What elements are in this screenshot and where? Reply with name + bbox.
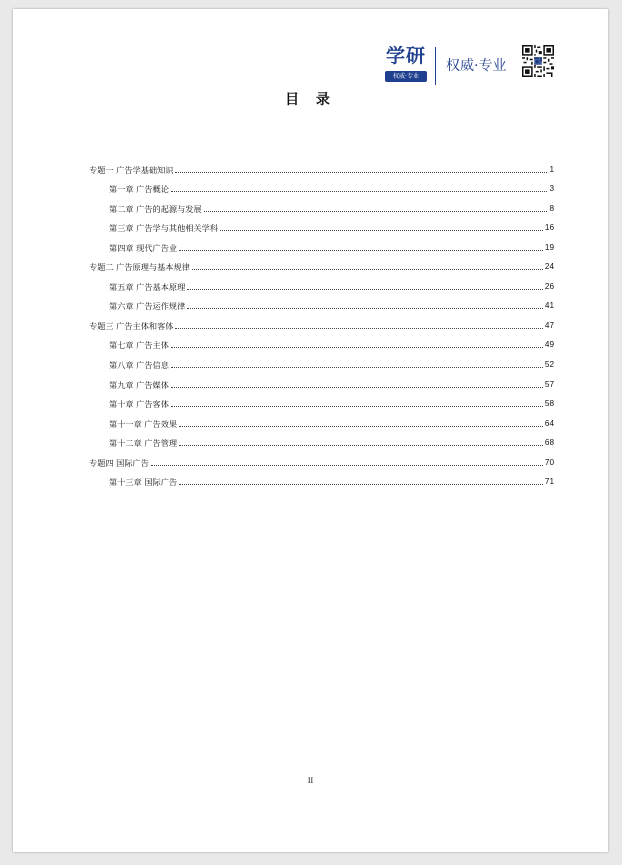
toc-entry[interactable] [89, 272, 554, 292]
toc-leader-dots [179, 444, 543, 446]
qr-code-icon [522, 45, 554, 77]
toc-entry[interactable] [89, 214, 554, 234]
table-of-contents [89, 155, 554, 487]
header-logo [384, 45, 559, 89]
header-slogan: 权威·专业 [446, 58, 507, 74]
toc-entry[interactable] [89, 331, 554, 351]
toc-entry-title: 第二章 广告的起源与发展 [109, 203, 202, 214]
toc-leader-dots [192, 268, 543, 270]
toc-entry-title: 第九章 广告媒体 [109, 379, 169, 390]
toc-entry[interactable] [89, 370, 554, 390]
toc-entry-title: 第一章 广告概论 [109, 184, 169, 195]
toc-entry-page: 1 [549, 164, 554, 174]
toc-entry-page: 19 [544, 242, 554, 252]
toc-leader-dots [175, 171, 547, 173]
toc-leader-dots [175, 327, 542, 329]
toc-leader-dots [179, 483, 543, 485]
toc-entry-title: 专题三 广告主体和客体 [89, 320, 174, 331]
toc-entry-title: 第十章 广告客体 [109, 399, 169, 410]
toc-entry-title: 专题一 广告学基础知识 [89, 164, 174, 175]
toc-entry[interactable] [89, 253, 554, 273]
toc-leader-dots [171, 190, 548, 192]
toc-entry-page: 24 [544, 262, 554, 272]
toc-entry-page: 64 [544, 418, 554, 428]
toc-entry[interactable] [89, 468, 554, 488]
toc-entry-page: 68 [544, 438, 554, 448]
logo-divider [435, 47, 436, 85]
toc-entry[interactable] [89, 448, 554, 468]
toc-entry-page: 3 [549, 184, 554, 194]
toc-entry-page: 16 [544, 223, 554, 233]
toc-entry-page: 8 [549, 203, 554, 213]
toc-leader-dots [171, 386, 543, 388]
toc-entry-page: 71 [544, 477, 554, 487]
toc-entry-title: 第十三章 国际广告 [109, 477, 178, 488]
toc-entry-title: 专题二 广告原理与基本规律 [89, 262, 190, 273]
toc-entry[interactable] [89, 155, 554, 175]
toc-entry[interactable] [89, 175, 554, 195]
footer-page-number: II [307, 776, 314, 785]
toc-entry[interactable] [89, 292, 554, 312]
toc-leader-dots [187, 288, 543, 290]
toc-entry-title: 第十二章 广告管理 [109, 438, 178, 449]
toc-leader-dots [171, 405, 543, 407]
toc-leader-dots [179, 425, 543, 427]
toc-entry-title: 第四章 现代广告业 [109, 242, 178, 253]
toc-leader-dots [204, 210, 548, 212]
toc-entry-page: 41 [544, 301, 554, 311]
toc-entry[interactable] [89, 194, 554, 214]
toc-entry[interactable] [89, 429, 554, 449]
toc-leader-dots [171, 346, 543, 348]
toc-entry[interactable] [89, 409, 554, 429]
toc-entry-page: 57 [544, 379, 554, 389]
toc-entry-title: 第十一章 广告效果 [109, 418, 178, 429]
toc-entry-title: 第七章 广告主体 [109, 340, 169, 351]
brand-tagline: 权威·专业 [385, 71, 427, 82]
toc-leader-dots [179, 249, 543, 251]
toc-entry-page: 58 [544, 399, 554, 409]
toc-entry-title: 第六章 广告运作规律 [109, 301, 186, 312]
toc-entry-title: 第三章 广告学与其他相关学科 [109, 223, 219, 234]
toc-entry[interactable] [89, 350, 554, 370]
toc-leader-dots [151, 464, 543, 466]
toc-leader-dots [187, 307, 543, 309]
toc-entry[interactable] [89, 233, 554, 253]
toc-entry-title: 专题四 国际广告 [89, 457, 149, 468]
toc-entry-page: 26 [544, 281, 554, 291]
toc-entry[interactable] [89, 311, 554, 331]
toc-leader-dots [171, 366, 543, 368]
toc-entry-title: 第八章 广告信息 [109, 360, 169, 371]
page-title: 目 录 [285, 92, 336, 108]
toc-entry-page: 52 [544, 360, 554, 370]
toc-entry-page: 70 [544, 457, 554, 467]
toc-entry[interactable] [89, 390, 554, 410]
toc-leader-dots [220, 229, 543, 231]
toc-entry-page: 47 [544, 320, 554, 330]
toc-entry-page: 49 [544, 340, 554, 350]
toc-entry-title: 第五章 广告基本原理 [109, 281, 186, 292]
document-page [13, 9, 608, 852]
brand-name: 学研 [385, 45, 426, 67]
